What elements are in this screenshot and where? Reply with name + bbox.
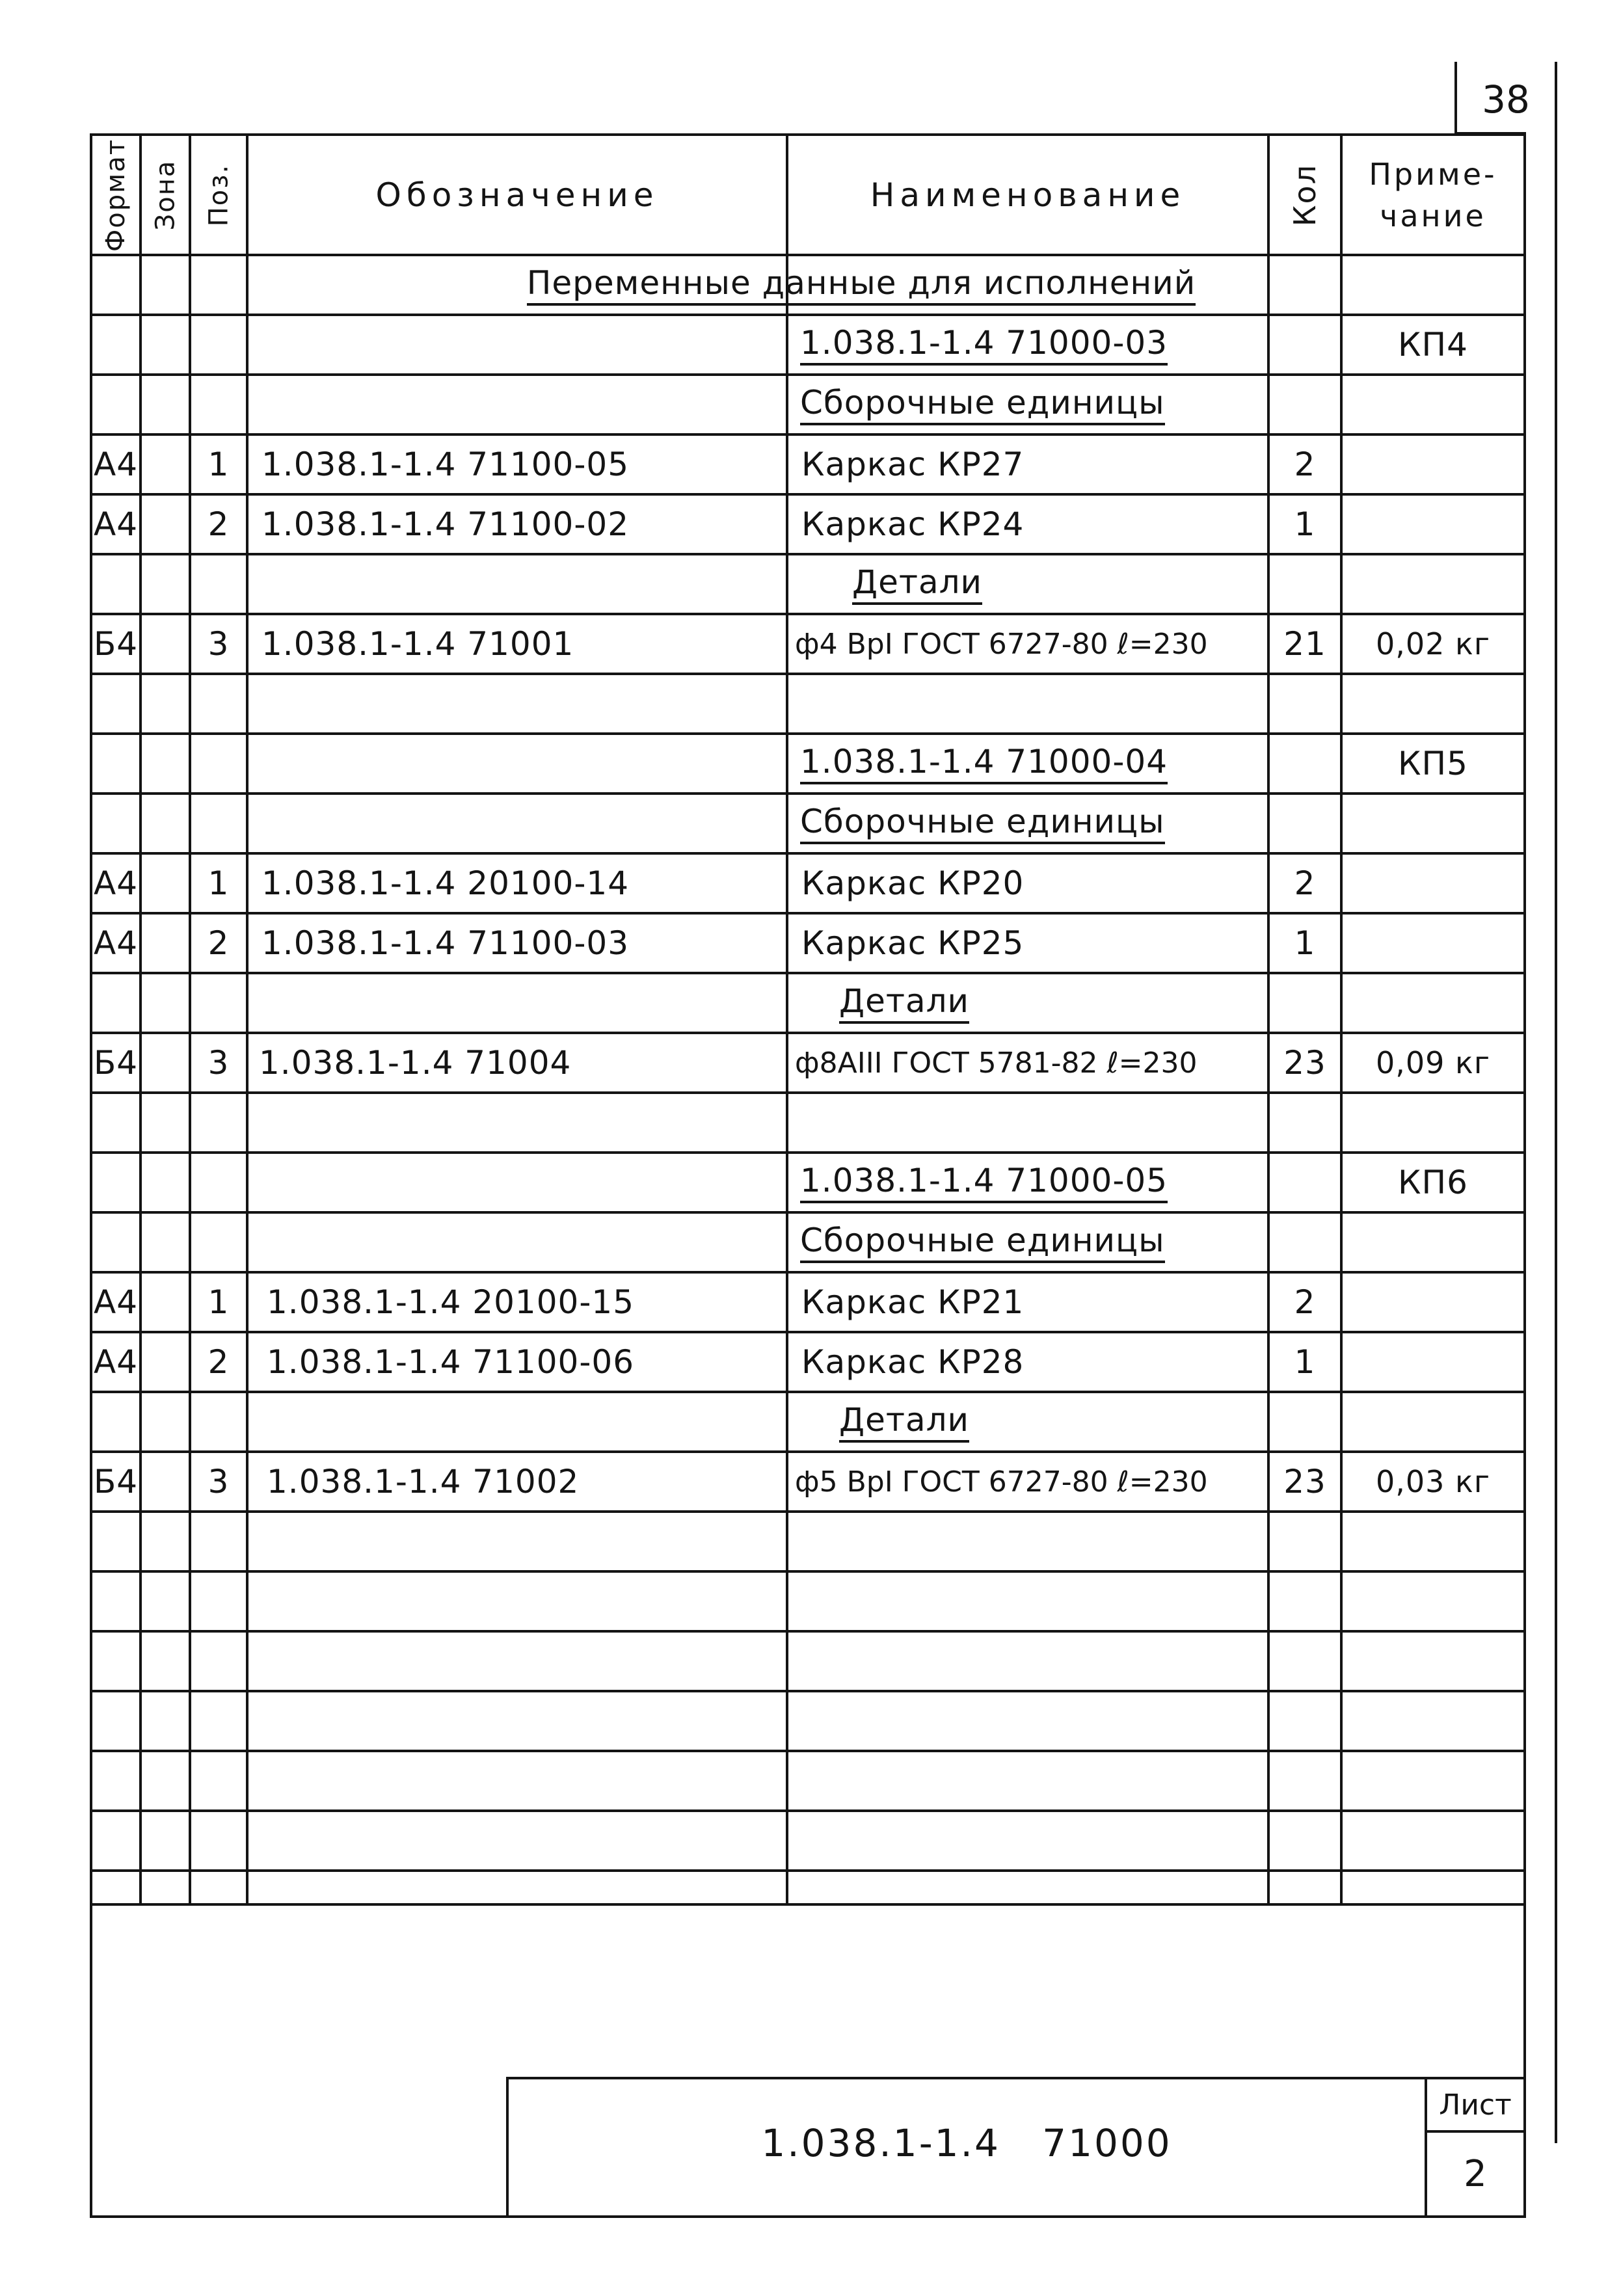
row-format: А4: [93, 1283, 138, 1321]
variant-code: 1.038.1-1.4 71000-03: [800, 315, 1262, 375]
row-designation: 1.038.1-1.4 71100-03: [261, 924, 630, 962]
row-format: А4: [93, 924, 138, 962]
details-title: Детали: [852, 554, 1262, 614]
row-note: 0,02 кг: [1376, 626, 1490, 661]
header-name: Наименование: [870, 176, 1186, 214]
row-designation: 1.038.1-1.4 71100-06: [267, 1343, 635, 1381]
row-format: А4: [93, 1343, 138, 1381]
row-note: 0,09 кг: [1376, 1045, 1490, 1080]
header-designation: Обозначение: [375, 176, 659, 214]
row-designation: 1.038.1-1.4 71004: [259, 1044, 572, 1082]
details-title: Детали: [839, 973, 1262, 1033]
row-name: Каркас КР24: [801, 505, 1025, 543]
row-qty: 2: [1294, 864, 1316, 902]
row-designation: 1.038.1-1.4 20100-15: [267, 1283, 635, 1321]
row-pos: 1: [208, 1283, 230, 1321]
variant-note: КП6: [1398, 1164, 1468, 1201]
row-qty: 21: [1283, 625, 1326, 663]
row-pos: 3: [208, 1044, 230, 1082]
row-name: ф5 ВрI ГОСТ 6727-80 ℓ=230: [795, 1465, 1208, 1499]
variant-code: 1.038.1-1.4 71000-05: [800, 1153, 1262, 1212]
row-designation: 1.038.1-1.4 71002: [267, 1463, 580, 1501]
header-pos: Поз.: [204, 163, 234, 226]
row-name: ф8АIII ГОСТ 5781-82 ℓ=230: [795, 1046, 1198, 1080]
row-name: Каркас КР28: [801, 1343, 1025, 1381]
sheet-label: Лист: [1439, 2088, 1512, 2122]
row-name: Каркас КР27: [801, 446, 1025, 483]
row-format: А4: [93, 864, 138, 902]
row-format: Б4: [93, 1044, 139, 1082]
sheet-number: 2: [1464, 2153, 1487, 2195]
row-pos: 3: [208, 1463, 230, 1501]
row-format: Б4: [93, 625, 139, 663]
row-pos: 1: [208, 864, 230, 902]
row-qty: 23: [1283, 1044, 1326, 1082]
row-designation: 1.038.1-1.4 71100-05: [261, 446, 630, 483]
page-number: 38: [1482, 77, 1530, 122]
assemblies-title: Сборочные единицы: [800, 375, 1262, 434]
row-qty: 1: [1294, 505, 1316, 543]
assemblies-title: Сборочные единицы: [800, 1212, 1262, 1272]
row-name: Каркас КР21: [801, 1283, 1025, 1321]
row-pos: 3: [208, 625, 230, 663]
header-qty: Кол: [1287, 163, 1322, 226]
header-zone: Зона: [150, 159, 180, 230]
variant-code: 1.038.1-1.4 71000-04: [800, 734, 1262, 794]
row-pos: 2: [208, 505, 230, 543]
row-format: А4: [93, 446, 138, 483]
row-qty: 23: [1283, 1463, 1326, 1501]
row-name: ф4 ВрI ГОСТ 6727-80 ℓ=230: [795, 627, 1208, 661]
row-qty: 1: [1294, 1343, 1316, 1381]
header-format: Формат: [101, 138, 131, 252]
row-designation: 1.038.1-1.4 71001: [261, 625, 574, 663]
row-format: Б4: [93, 1463, 139, 1501]
row-qty: 1: [1294, 924, 1316, 962]
row-qty: 2: [1294, 1283, 1316, 1321]
assemblies-title: Сборочные единицы: [800, 794, 1262, 853]
row-pos: 2: [208, 924, 230, 962]
row-name: Каркас КР20: [801, 864, 1025, 902]
variant-note: КП5: [1398, 745, 1468, 782]
document-code: 1.038.1-1.4 71000: [761, 2121, 1172, 2165]
variant-note: КП4: [1398, 326, 1468, 364]
details-title: Детали: [839, 1392, 1262, 1452]
row-pos: 2: [208, 1343, 230, 1381]
row-designation: 1.038.1-1.4 20100-14: [261, 864, 630, 902]
header-note: Приме- чание: [1369, 156, 1497, 234]
row-format: А4: [93, 505, 138, 543]
row-designation: 1.038.1-1.4 71100-02: [261, 505, 630, 543]
row-note: 0,03 кг: [1376, 1464, 1490, 1499]
row-name: Каркас КР25: [801, 924, 1025, 962]
variable-data-title: Переменные да нные для исполнений: [455, 255, 1267, 315]
row-qty: 2: [1294, 446, 1316, 483]
row-pos: 1: [208, 446, 230, 483]
